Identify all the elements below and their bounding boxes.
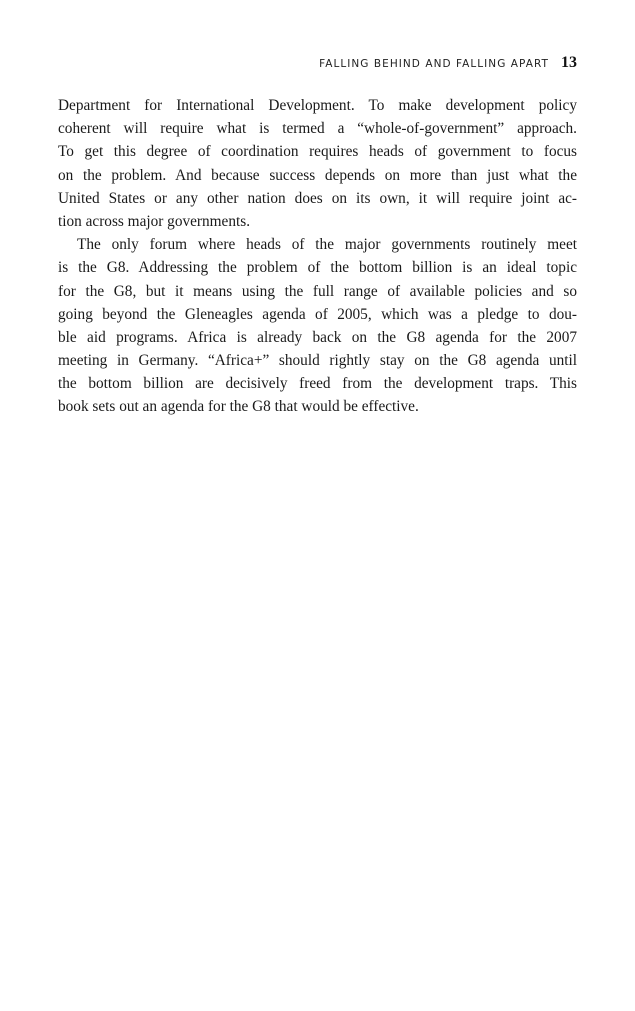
page-number: 13 [561,54,577,71]
text-line: coherent will require what is termed a “whole-of-government” approach. [58,120,577,138]
text-line: meeting in Germany. “Africa+” should rightly stay on the G8 agenda until [58,352,577,370]
text-line: Department for International Development. To make development policy [58,97,577,114]
text-line: the bottom billion are decisively freed from the development traps. This [58,375,577,393]
text-line: on the problem. And because success depends on more than just what the [58,166,577,184]
running-head-title: FALLING BEHIND AND FALLING APART [319,58,549,70]
text-line: for the G8, but it means using the full range of available policies and so [58,282,577,300]
text-line: The only forum where heads of the major governments routinely meet [77,236,577,254]
text-line: book sets out an agenda for the G8 that would be effective. [58,398,419,416]
text-line: tion across major governments. [58,212,251,230]
paragraph-1 [58,94,577,233]
running-head [58,54,577,72]
body-text [58,94,577,419]
text-line: To get this degree of coordination requires heads of government to focus [58,143,577,161]
text-line: is the G8. Addressing the problem of the bottom billion is an ideal topic [58,259,577,277]
paragraph-2 [58,233,577,419]
text-line: going beyond the Gleneagles agenda of 2005, which was a pledge to dou- [58,305,577,323]
text-line: United States or any other nation does on its own, it will require joint ac- [58,189,577,207]
text-line: ble aid programs. Africa is already back on the G8 agenda for the 2007 [58,328,577,346]
